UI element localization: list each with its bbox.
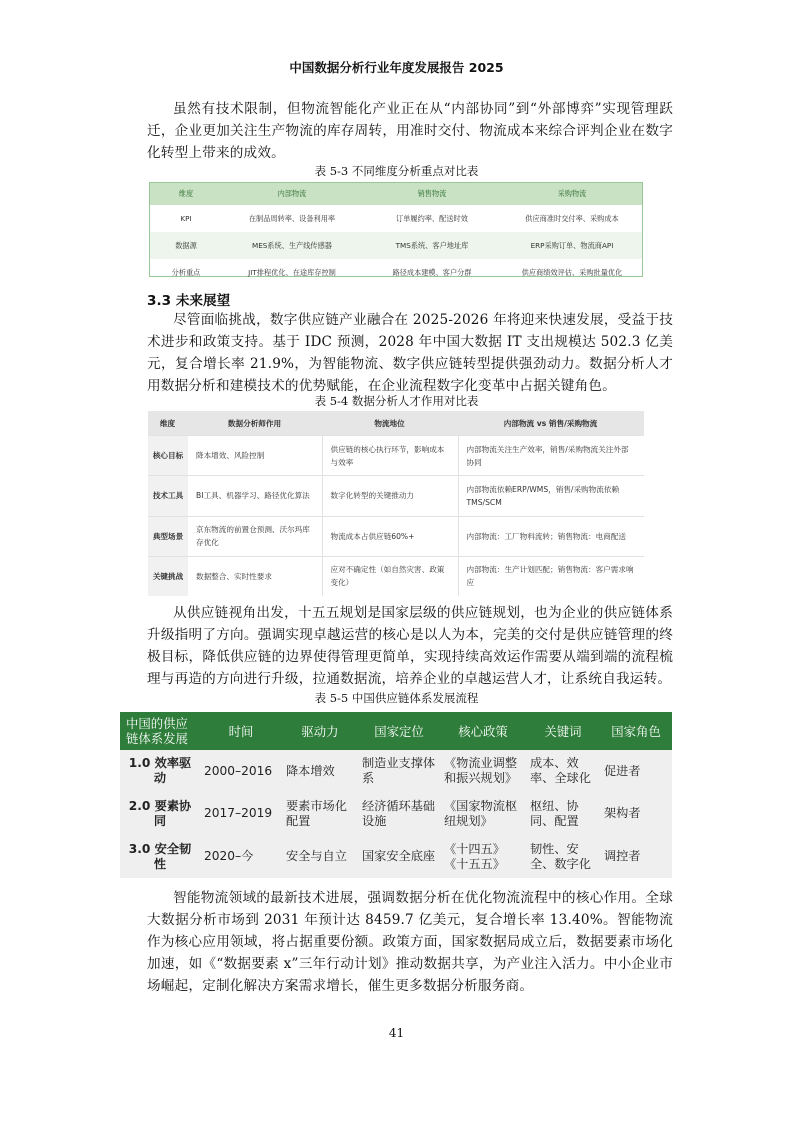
table-row [150, 205, 642, 232]
table-5-3-caption: 表 5-3 不同维度分析重点对比表 [314, 164, 479, 178]
table-row [148, 436, 644, 476]
table-header-cell: 时间 [200, 712, 282, 750]
table-5-4 [148, 411, 644, 596]
table-header-cell: 销售物流 [362, 183, 502, 205]
table-cell: JIT排程优化、在途库存控制 [248, 267, 336, 277]
table-row [148, 556, 644, 596]
table-cell: 降本增效 [286, 763, 335, 778]
table-cell: 京东物流的前置仓预测、沃尔玛库存优化 [188, 516, 322, 556]
table-header-cell: 关键词 [526, 712, 600, 750]
table-cell: 数字化转型的关键推动力 [322, 476, 458, 516]
table-row [120, 750, 672, 793]
table-cell: 物流成本占供应链60%+ [322, 516, 458, 556]
table-cell: 制造业支撑体系 [362, 756, 436, 786]
table-cell: 供应商准时交付率、采购成本 [525, 213, 619, 223]
table-cell: 内部物流依赖ERP/WMS，销售/采购物流依赖TMS/SCM [458, 476, 644, 516]
table-cell: 分析重点 [171, 267, 201, 277]
table-cell: 枢纽、协同、配置 [530, 798, 579, 828]
table-cell: 经济循环基础设施 [362, 798, 436, 828]
table-cell: 内部物流：生产计划匹配；销售物流：客户需求响应 [458, 556, 644, 596]
paragraph-logistics-intelligence: 虽然有技术限制，但物流智能化产业正在从“内部协同”到“外部博弈”实现管理跃迁，企业更加关注生产物流的库存周转，用准时交付、物流成本来综合评判企业在数字化转型上带来的成效。 [147, 101, 673, 161]
table-header-cell: 中国的供应链体系发展 [120, 712, 200, 750]
table-cell: 关键挑战 [148, 556, 188, 596]
table-cell: 典型场景 [148, 516, 188, 556]
table-cell: KPI [180, 214, 192, 223]
table-cell: 技术工具 [148, 476, 188, 516]
table-cell: 降本增效、风险控制 [188, 436, 322, 476]
section-heading: 3.3 未来展望 [147, 293, 231, 309]
table-header-cell: 驱动力 [282, 712, 358, 750]
table-cell: 应对不确定性（如自然灾害、政策变化） [322, 556, 458, 596]
page-number: 41 [388, 1026, 405, 1040]
table-cell: 数据源 [150, 232, 222, 259]
page-header: 中国数据分析行业年度发展报告 2025 [289, 60, 504, 75]
table-header-row [150, 183, 642, 205]
table-5-4-caption: 表 5-4 数据分析人才作用对比表 [314, 394, 479, 408]
table-header-cell: 采购物流 [502, 183, 642, 205]
table-5-5 [120, 712, 672, 878]
table-cell: 《十四五》《十五五》 [444, 841, 505, 871]
table-header-cell: 维度 [148, 411, 188, 436]
table-cell: 要素市场化配置 [286, 798, 347, 828]
table-cell: 路径成本建模、客户分群 [392, 267, 472, 277]
paragraph-supply-chain-view: 从供应链视角出发，十五五规划是国家层级的供应链规划，也为企业的供应链体系升级指明了方向。强调实现卓越运营的核心是以人为本，完美的交付是供应链管理的终极目标，降低供应链的边界使得管理更简单，实现持续高效运作需要从端到端的流程梳理与再造的方向进行升级，拉通数据流，培养企业的卓越运营人才，让系统自我运转。 [147, 605, 673, 687]
table-cell: 2017–2019 [204, 806, 273, 821]
table-header-cell: 内部物流 [222, 183, 362, 205]
table-cell: 内部物流：工厂物料流转；销售物流：电商配送 [458, 516, 644, 556]
table-header-cell: 国家角色 [600, 712, 672, 750]
table-cell: TMS系统、客户地址库 [362, 232, 502, 259]
table-row [150, 232, 642, 259]
table-cell: BI工具、机器学习、路径优化算法 [188, 476, 322, 516]
table-row [150, 259, 642, 286]
table-cell: 核心目标 [148, 436, 188, 476]
table-header-row [148, 411, 644, 436]
table-row [120, 793, 672, 836]
table-cell: 数据整合、实时性要求 [188, 556, 322, 596]
table-cell: 《物流业调整和振兴规划》 [444, 756, 518, 786]
table-cell: 调控者 [604, 849, 641, 864]
table-cell: 在制品周转率、设备利用率 [248, 213, 336, 223]
table-row [148, 476, 644, 516]
table-cell: 促进者 [604, 763, 641, 778]
table-cell: 订单履约率、配送时效 [396, 213, 468, 223]
paragraph-future-outlook: 尽管面临挑战，数字供应链产业融合在 2025-2026 年将迎来快速发展，受益于技术进步和政策支持。基于 IDC 预测，2028 年中国大数据 IT 支出规模达 502.3 亿美元，复合增长率 21.9%，为智能物流、数字供应链转型提供强劲动力。数据分析人才用数据分析和建模技术的优势赋能，在企业流程数字化变革中占据关键角色。 [147, 312, 673, 394]
table-cell: 安全与自立 [286, 849, 347, 864]
table-cell: 供应商绩效评估、采购批量优化 [521, 267, 623, 277]
table-cell: ERP采购订单、物流商API [502, 232, 642, 259]
table-cell: 国家安全底座 [362, 849, 436, 864]
table-5-3 [149, 182, 643, 277]
table-cell: 架构者 [604, 806, 641, 821]
table-5-5-caption: 表 5-5 中国供应链体系发展流程 [314, 691, 479, 705]
table-cell: 韧性、安全、数字化 [530, 841, 591, 871]
table-cell: 内部物流关注生产效率，销售/采购物流关注外部协同 [458, 436, 644, 476]
table-cell: 2020–今 [204, 849, 254, 864]
table-cell: 3.0 安全韧性 [128, 841, 192, 871]
paragraph-smart-logistics: 智能物流领域的最新技术进展，强调数据分析在优化物流流程中的核心作用。全球大数据分析市场到 2031 年预计达 8459.7 亿美元，复合增长率 13.40%。智能物流作为核心应用领域，将占据重要份额。政策方面，国家数据局成立后，数据要素市场化加速，如《“数据要素 x”三年行动计划》推动数据共享，为产业注入活力。中小企业市场崛起，定制化解决方案需求增长，催生更多数据分析服务商。 [147, 890, 673, 994]
table-header-row [120, 712, 672, 750]
table-cell: 1.0 效率驱动 [128, 756, 192, 786]
table-header-cell: 核心政策 [440, 712, 526, 750]
table-cell: MES系统、生产线传感器 [222, 232, 362, 259]
table-header-cell: 数据分析师作用 [188, 411, 322, 436]
table-cell: 成本、效率、全球化 [530, 756, 591, 786]
table-row [148, 516, 644, 556]
table-cell: 2.0 要素协同 [128, 798, 192, 828]
table-header-cell: 物流地位 [322, 411, 458, 436]
table-cell: 供应链的核心执行环节，影响成本与效率 [322, 436, 458, 476]
table-cell: 2000–2016 [204, 763, 273, 778]
table-cell: 《国家物流枢纽规划》 [444, 798, 518, 828]
table-row [120, 835, 672, 878]
table-header-cell: 国家定位 [358, 712, 440, 750]
table-header-cell: 维度 [150, 183, 222, 205]
table-header-cell: 内部物流 vs 销售/采购物流 [458, 411, 644, 436]
